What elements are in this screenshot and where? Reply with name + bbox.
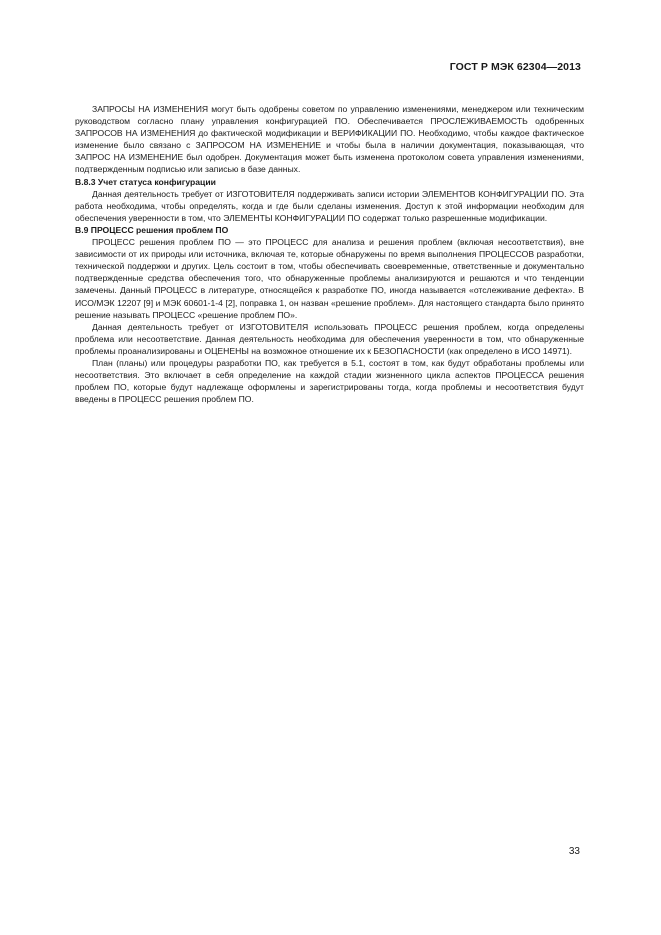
- heading-b83: В.8.3 Учет статуса конфигурации: [75, 176, 216, 187]
- document-body: [75, 103, 584, 405]
- paragraph-development-plan: План (планы) или процедуры разработки ПО, как требуется в 5.1, состоят в том, как будут обработаны проблемы или несоответствия. Это включает в себя определение на каждой стадии жизненного цикла аспектов ПРОЦЕССА решения проблем ПО, которые будут надлежаще оформлены и зарегистрированы тогда, когда проблемы и несоответствия будут введены в ПРОЦЕСС решения проблем ПО.: [75, 357, 584, 405]
- page-number: 33: [568, 846, 580, 857]
- heading-b9: В.9 ПРОЦЕСС решения проблем ПО: [75, 224, 229, 235]
- document-header: ГОСТ Р МЭК 62304—2013: [449, 61, 581, 73]
- paragraph-config-status: Данная деятельность требует от ИЗГОТОВИТЕЛЯ поддерживать записи истории ЭЛЕМЕНТОВ КОНФИГУРАЦИИ ПО. Эта работа необходима, чтобы определять, когда и где были сделаны изменения. Доступ к этой информации необходим для обеспечения уверенности в том, что ЭЛЕМЕНТЫ КОНФИГУРАЦИИ ПО содержат только разрешенные модификации.: [75, 188, 584, 223]
- paragraph-manufacturer-activity: Данная деятельность требует от ИЗГОТОВИТЕЛЯ использовать ПРОЦЕСС решения проблем, когда определены проблема или несоответствие. Данная деятельность необходима для обеспечения уверенности в том, что обнаруженные проблемы проанализированы и ОЦЕНЕНЫ на возможное отношение их к БЕЗОПАСНОСТИ (как определено в ИСО 14971).: [75, 321, 584, 356]
- paragraph-problem-process: ПРОЦЕСС решения проблем ПО — это ПРОЦЕСС для анализа и решения проблем (включая несоответствия), вне зависимости от их природы или источника, включая те, которые обнаружены по время выполнения ПРОЦЕССОВ разработки, технической поддержки и других. Цель состоит в том, чтобы обеспечивать своевременные, ответственные и документально подтвержденные средства обеспечения того, что обнаруженные проблемы анализируются и решаются и что тенденции замечены. Данный ПРОЦЕСС в литературе, относящейся к разработке ПО, иногда называется «отслеживание дефекта». В ИСО/МЭК 12207 [9] и МЭК 60601-1-4 [2], поправка 1, он назван «решение проблем». Для настоящего стандарта было принято решение называть ПРОЦЕСС «решение проблем ПО».: [75, 237, 584, 320]
- paragraph-change-requests: ЗАПРОСЫ НА ИЗМЕНЕНИЯ могут быть одобрены советом по управлению изменениями, менеджером или техническим руководством согласно плану управления конфигурацией ПО. Обеспечивается ПРОСЛЕЖИВАЕМОСТЬ одобренных ЗАПРОСОВ НА ИЗМЕНЕНИЯ до фактической модификации и ВЕРИФИКАЦИИ ПО. Необходимо, чтобы каждое фактическое изменение было связано с ЗАПРОСОМ НА ИЗМЕНЕНИЕ и чтобы была в наличии документация, показывающая, что ЗАПРОС НА ИЗМЕНЕНИЕ был одобрен. Документация может быть изменена протоколом совета управления изменениями, подтвержденным подписью или записью в базе данных.: [75, 104, 584, 175]
